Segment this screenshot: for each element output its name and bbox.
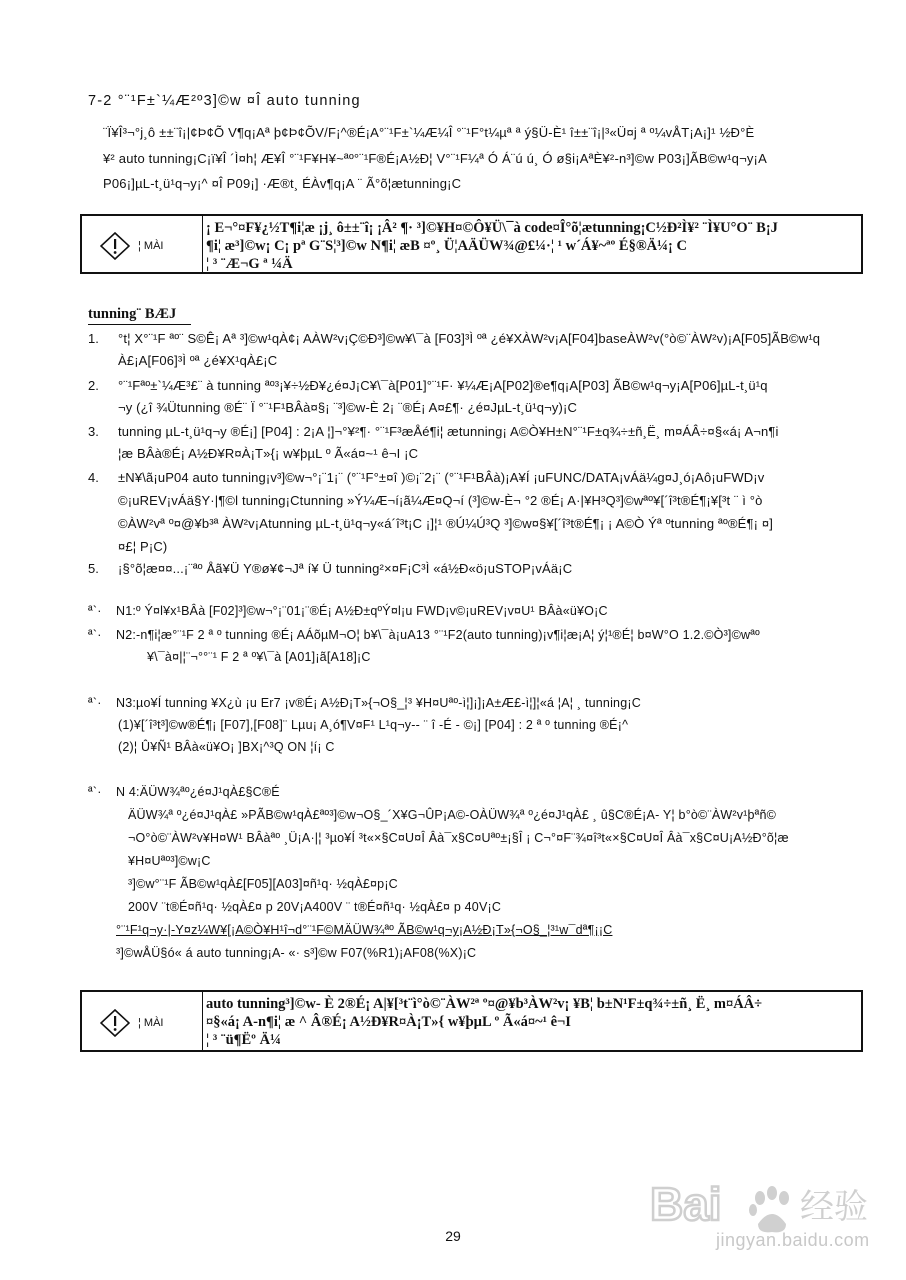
paw-logo-icon — [749, 1186, 789, 1232]
warning-box-icon-cell — [82, 992, 203, 1050]
step-line: ±N¥\ã¡uP04 auto tunning¡v³]©w¬°¡¨1¡¨ (°¨¹F°±¤î )©¡¨2¡¨ (°¨¹F¹BÂà)¡A¥Í ¡uFUNC/DATA¡vÁä¼g¤J¸ó¡Aô¡uFWD¡v — [118, 470, 765, 485]
warning-line: auto tunning³]©w- È 2®É¡ A|¥[³t¨ì°ò©¨ÀW²ª º¤@¥b³ÀW²v¡ ¥B¦ b±N¹F±q¾÷±ñ¸ Ë¸ m¤ÁÂ÷ — [206, 996, 763, 1012]
warning-icon — [100, 1009, 130, 1037]
warning-box — [80, 990, 863, 1052]
warning-label: ¦ MÀI — [138, 240, 164, 252]
warning-line: ¦ ³ ¨ü¶Ëº Ä¼ — [206, 1032, 281, 1048]
note-line: ³]©w°¨¹F ÃB©w¹qÀ£[F05][A03]¤ñ¹q· ½qÀ£¤p¡C — [128, 877, 398, 891]
note-line: N2:-n¶i¦æ°¨¹F 2 ª º tunning ®É¡ AÁõµM¬O¦ b¥\¯à¡uA13 °¨¹F2(auto tunning)¡v¶i¦æ¡A¦ ý¦¹®É¦ b¤W°O 1.2.©Ò³]©wªº — [116, 628, 760, 642]
step-line: °¨¹Fªº±`¼Æ³£¨ à tunning ªº³¡¥÷½Ð¥¿é¤J¡C¥\¯à[P01]°¨¹F· ¥¼Æ¡A[P02]®e¶q¡A[P03] ÃB©w¹q¬y¡A[P06]µL-t¸ü¹q — [118, 378, 768, 393]
warning-box-text — [206, 995, 855, 1049]
watermark-brand-left: Bai — [650, 1178, 722, 1230]
note-line: (2)¦ Û¥Ñ¹ BÂà«ü¥O¡ ]BX¡^³Q ON ¦í¡ C — [118, 740, 335, 754]
step-line: À£¡A[F06]³Ì ºª ¿é¥X¹qÀ£¡C — [118, 353, 278, 368]
step-line: ©ÀW²vª º¤@¥b³ª ÀW²v¡Atunning µL-t¸ü¹q¬y«á´î³t¡C ¡]¦¹ ®Ú¼Ú³Q ³]©w¤§¥[´î³t®É¶¡ ¡ A©Ò Ýª ºtunning ªº®É¶¡ ¤] — [118, 516, 773, 531]
note-line: (1)¥[´î³t³]©w®É¶¡ [F07],[F08]¨ Lµu¡ A¸ó¶V¤F¹ L¹q¬y-- ¨ î -É - ©¡] [P04] : 2 ª º tunning ®É¡^ — [118, 718, 629, 732]
note-line: 200V ¨t®É¤ñ¹q· ½qÀ£¤ p 20V¡A400V ¨ t®É¤ñ¹q· ½qÀ£¤ p 40V¡C — [128, 900, 502, 914]
page-number: 29 — [445, 1228, 461, 1244]
step-number: 2. — [88, 378, 99, 393]
warning-line: ¡ E¬°¤F¥¿½T¶i¦æ ¡j¸ ô±±¨î¡ ¡Â² ¶· ³]©¥H¤©Ô¥Ü\¯à code¤Î°õ¦ætunning¡C½Ð²Ì¥² ¨Ì¥U°O¨ B¡J — [206, 220, 778, 236]
step-line: ¡§°õ¦æ¤¤...¡¨ªº Åã¥Ü Y®ø¥¢¬Jª í¥ Ü tunning²×¤F¡C³Ì «á½Ð«ö¡uSTOP¡vÁä¡C — [118, 561, 573, 576]
intro-line: ¨Ï¥Î³¬°j¸ô ±±¨î¡|¢Þ¢Õ V¶q¡Aª þ¢Þ¢ÕV/F¡^®É¡A°¨¹F±`¼Æ¼Î °¨¹F°t¼µª ª ý§Ü-È¹ î±±¨î¡|³«Ü¤j ª º¼vÅT¡A¡]¹ ½Ð°È — [103, 125, 755, 140]
watermark-brand-right: 经验 — [800, 1187, 868, 1227]
note-mark: ª`· — [88, 628, 102, 642]
note-mark: ª`· — [88, 696, 102, 710]
baidu-jingyan-watermark — [640, 1160, 890, 1270]
tunning-heading: tunning¨ BÆJ — [88, 306, 177, 322]
step-number: 1. — [88, 331, 99, 346]
note-line: N3:µo¥Í tunning ¥X¿ù ¡u Er7 ¡v®É¡ A½Ð¡T»{¬O§_¦³ ¥H¤Uªº-ì¦]¡]¡A±Æ£-ì¦]¦«á ¦A¦ ¸ tunning¡C — [116, 696, 641, 710]
step-number: 3. — [88, 424, 99, 439]
warning-label: ¦ MÀI — [138, 1017, 164, 1029]
warning-box-icon-cell — [82, 216, 203, 272]
note-line: ¥\¯à¤|¦¨¬°°¨¹ F 2 ª º¥\¯à [A01]¡ã[A18]¡C — [147, 650, 371, 664]
note-line: ¬O°ò©¨ÀW²v¥H¤W¹ BÂàªº ¸Ü¡A·|¦ ³µo¥Í ³t«×§C¤U¤Î Âà¯x§C¤Uªº±¡§Î ¡ C¬°¤F¨¾¤î³t«×§C¤U¤Î Âà¯x§C¤U¡A½Ð°õ¦æ — [128, 831, 789, 845]
note-line: ¥H¤Uªº³]©w¡C — [128, 854, 211, 868]
note-mark: ª`· — [88, 785, 102, 799]
warning-box — [80, 214, 863, 274]
note-line: °¨¹F¹q¬y·|-Y¤z¼W¥[¡A©Ò¥H¹î¬d°¨¹F©MÄÜW¾ªº ÃB©w¹q¬y¡A½Ð¡T»{¬O§_¦³¹w¯dª¶¡¡C — [116, 923, 613, 937]
step-line: ¦æ BÂà®É¡ A½Ð¥R¤À¡T»{¡ w¥þµL º Ã«á¤~¹ ê¬I ¡C — [118, 446, 419, 461]
section-title: 7-2 °¨¹F±`¼Æ²º3]©w ¤Î auto tunning — [88, 93, 361, 109]
intro-line: ¥² auto tunning¡C¡ï¥Î ´Ì¤h¦ Æ¥Î °¨¹F¥H¥~ªº°¨¹F®É¡A½Ð¦ V°¨¹F¼ª Ó Á¨ú ú¸ Ó ø§i¡AªÈ¥²-n³]©w P03¡]ÃB©w¹q¬y¡A — [103, 151, 767, 166]
warning-line: ¤§«á¡ A-n¶i¦ æ ^ Â®É¡ A½Ð¥R¤À¡T»{ w¥þµL º Ã«á¤~¹ ê¬I — [206, 1014, 571, 1030]
warning-line: ¶i¦ æ³]©w¡ C¡ pª G¨S¦³]©w N¶i¦ æB ¤º¸ Ü¦AÄÜW¾@£¼·¦ ¹ w´Á¥~ªº É§®Ä¼¡ C — [206, 238, 687, 254]
step-number: 5. — [88, 561, 99, 576]
step-line: tunning µL-t¸ü¹q¬y ®É¡] [P04] : 2¡A ¦]¬°¥²¶· °¨¹F³æÅé¶i¦ ætunning¡ A©Ò¥H±N°¨¹F±q¾÷±ñ¸Ë¸ m¤ÁÂ÷¤§«á¡ A¬n¶i — [118, 424, 779, 439]
warning-box-text — [206, 219, 855, 273]
note-line: ³]©wÅÜ§ó« á auto tunning¡A- «· s³]©w F07(%R1)¡AF08(%X)¡C — [116, 946, 477, 960]
warning-line: ¦ ³ ¨Æ¬G ª ¼Ä — [206, 256, 293, 272]
step-line: ©¡uREV¡vÁä§Y·|¶©l tunning¡Ctunning »Ý¼Æ¬í¡ã¼Æ¤Q¬í (³]©w-È¬ °2 ®É¡ A·|¥H³Q³]©wªº¥[´î³t®É¶¡¥[³t ¨ ì °ò — [118, 493, 763, 508]
heading-underline — [88, 324, 191, 325]
note-mark: ª`· — [88, 604, 102, 618]
note-line: N 4:ÄÜW¾ªº¿é¤J¹qÀ£§C®É — [116, 785, 280, 799]
step-line: °t¦ X°¨¹F ªº¨ S©Ê¡ Aª ³]©w¹qÀ¢¡ AÀW²v¡Ç©Ð³]©w¥\¯à [F03]³Ì ºª ¿é¥XÀW²v¡A[F04]baseÀW²v(°ò©¨ÀW²v)¡A[F05]ÃB©w¹q — [118, 331, 821, 346]
step-number: 4. — [88, 470, 99, 485]
warning-icon — [100, 232, 130, 260]
watermark-url: jingyan.baidu.com — [716, 1230, 870, 1250]
step-line: ¤£¦ P¡C) — [118, 539, 168, 554]
step-line: ¬y (¿î ¾Ütunning ®É¨ Ï °¨¹F¹BÂà¤§¡ ¨³]©w-È 2¡ ¨®É¡ A¤£¶· ¿é¤JµL-t¸ü¹q¬y)¡C — [118, 400, 577, 415]
note-line: N1:º Ý¤l¥x¹BÂà [F02]³]©w¬°¡¨01¡¨®É¡ A½Ð±qºÝ¤l¡u FWD¡v©¡uREV¡v¤U¹ BÂà«ü¥O¡C — [116, 604, 608, 618]
note-line: ÄÜW¾ª º¿é¤J¹qÀ£ »PÃB©w¹qÀ£ªº³]©w¬O§_´X¥G¬ÛP¡A©-OÀÜW¾ª º¿é¤J¹qÀ£ ¸ û§C®É¡A- Y¦ b°ò©¨ÀW²v¹þªñ© — [128, 808, 777, 822]
intro-line: P06¡]µL-t¸ü¹q¬y¡^ ¤Î P09¡] ·Æ®t¸ ÉÀv¶q¡A ¨ Ã°õ¦ætunning¡C — [103, 176, 462, 191]
